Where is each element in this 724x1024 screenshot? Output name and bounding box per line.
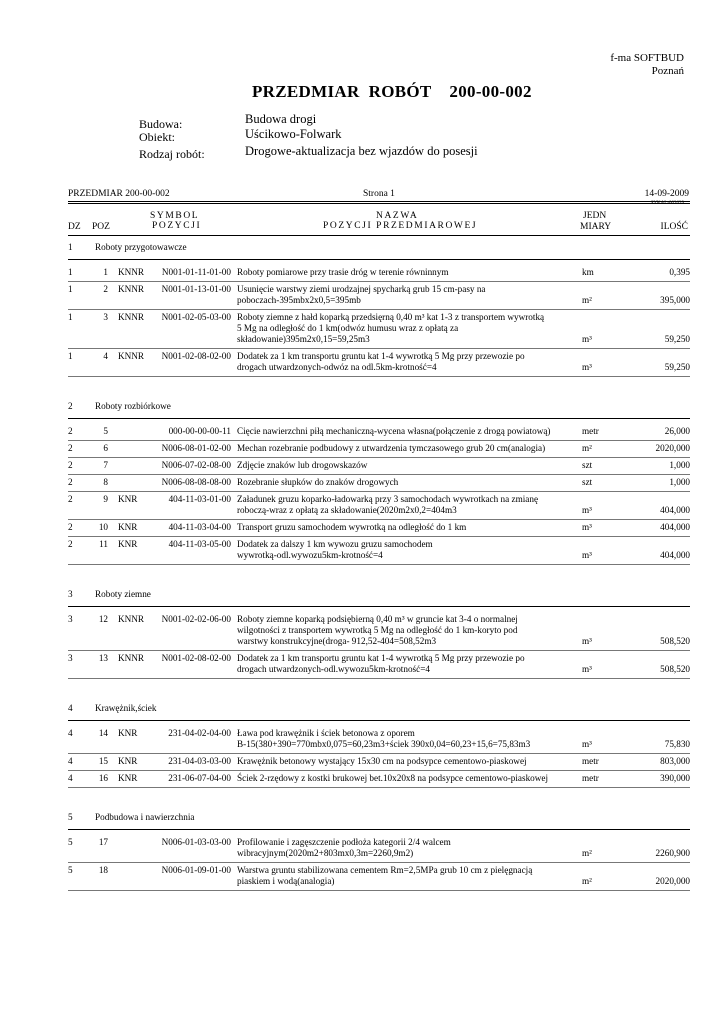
row-quantity: 75,830 (664, 738, 690, 749)
row-nr: 11 (99, 538, 108, 549)
section-number: 2 (68, 401, 73, 411)
row-quantity: 1,000 (669, 476, 690, 487)
description-line: roboczą-wraz z opłatą za składowanie(2020m2x0,2=404m3 (237, 504, 457, 515)
row-symbol: 231-04-03-03-00 (168, 755, 231, 766)
row-catalog: KNR (118, 493, 138, 504)
company-stamp (610, 52, 684, 78)
row-symbol: 404-11-03-01-00 (168, 493, 231, 504)
row-dz: 2 (68, 521, 73, 532)
row-symbol: 231-04-02-04-00 (168, 727, 231, 738)
row-symbol: N001-02-05-03-00 (161, 311, 231, 322)
row-nr: 15 (98, 755, 108, 766)
description-line: wibracyjnym(2020m2+803mx0,3m=2260,9m2) (237, 847, 414, 858)
row-spacer (108, 309, 118, 348)
row-catalog (118, 474, 152, 491)
row-catalog: KNNR (118, 652, 145, 663)
row-unit: m³ (582, 738, 592, 749)
row-catalog: KNNR (118, 311, 145, 322)
section-number: 1 (68, 242, 73, 252)
row-dz: 2 (68, 459, 73, 470)
row-nr: 3 (103, 311, 108, 322)
section-gap (68, 564, 690, 585)
row-quantity: 508,520 (660, 663, 690, 674)
row-symbol: 404-11-03-04-00 (168, 521, 231, 532)
row-spacer (108, 753, 118, 770)
row-unit: m³ (582, 361, 592, 372)
row-quantity: 404,000 (660, 504, 690, 515)
company-name: f-ma SOFTBUD (610, 52, 684, 64)
row-spacer (108, 770, 118, 787)
row-nr: 14 (98, 727, 108, 738)
description-line: drogach utwardzonych-odwóz na odl.5km-krotność=4 (237, 361, 437, 372)
row-quantity: 2020,000 (655, 875, 690, 886)
row-quantity: 2260,900 (655, 847, 690, 858)
page-number: Strona 1 (363, 189, 395, 199)
row-quantity: 803,000 (660, 755, 690, 766)
row-spacer (108, 650, 118, 678)
row-spacer (108, 457, 118, 474)
col-symbol-1: SYMBOL (150, 211, 200, 221)
row-description (237, 265, 580, 282)
description-line: Roboty ziemne z hałd koparką przedsięrną 0,40 m³ kat 1-3 z transportem wywrotką (237, 311, 545, 322)
row-nr: 18 (98, 864, 108, 875)
row-unit: m² (582, 847, 592, 858)
row-dz: 1 (68, 311, 73, 322)
description-line: warstwy konstrukcyjne(droga- 912,52-404=508,52m3 (237, 635, 437, 646)
spacer (68, 564, 690, 585)
description-line: Usunięcie warstwy ziemi urodzajnej spycharką grub 15 cm-pasy na (237, 283, 486, 294)
row-catalog: KNNR (118, 266, 145, 277)
description-line: Mechan rozebranie podbudowy z utwardzenia tymczasowego grub 20 cm(analogia) (237, 442, 546, 453)
row-symbol: 000-00-00-00-11 (168, 425, 231, 436)
company-city: Poznań (651, 65, 684, 77)
row-catalog: KNR (118, 521, 138, 532)
description-line: Rozebranie słupków do znaków drogowych (237, 476, 399, 487)
table-row (68, 309, 690, 348)
description-line: piaskiem i wodą(analogia) (237, 875, 335, 886)
row-nr: 2 (103, 283, 108, 294)
description-line: Dodatek za 1 km transportu gruntu kat 1-4 wywrotką 5 Mg przy przewozie po (237, 652, 525, 663)
description-line: Załadunek gruzu koparko-ładowarką przy 3 samochodach wywrotkach na zmianę (237, 493, 539, 504)
row-catalog: KNR (118, 755, 138, 766)
row-description (237, 491, 580, 519)
row-nr: 17 (98, 836, 108, 847)
description-line: Cięcie nawierzchni piłą mechaniczną-wycena własna(połączenie z drogą powiatową) (237, 425, 551, 436)
col-ilosc: ILOŚĆ (660, 222, 688, 232)
description-line: Warstwa gruntu stabilizowana cementem Rm=2,5MPa grub 10 cm z pielęgnacją (237, 864, 533, 875)
row-nr: 1 (103, 266, 108, 277)
table-row (68, 612, 690, 651)
row-unit: metr (582, 425, 599, 436)
row-spacer (108, 835, 118, 863)
section-gap (68, 787, 690, 808)
section-name: Roboty rozbiórkowe (95, 401, 171, 411)
row-nr: 7 (103, 459, 108, 470)
row-description (237, 440, 580, 457)
description-line: wilgotności z transportem wywrotką 5 Mg na odległość do 1 km-koryto pod (237, 624, 518, 635)
col-symbol-2: POZYCJI (152, 221, 202, 231)
section-gap (68, 678, 690, 699)
row-dz: 4 (68, 727, 73, 738)
row-quantity: 1,000 (669, 459, 690, 470)
row-symbol: 231-06-07-04-00 (168, 772, 231, 783)
description-line: drogach utwardzonych-odl.wywozu5km-krotność=4 (237, 663, 430, 674)
spacer (68, 376, 690, 397)
row-unit: m³ (582, 663, 592, 674)
row-spacer (108, 536, 118, 564)
rodzaj-value: Drogowe-aktualizacja bez wjazdów do posesji (245, 144, 478, 158)
row-catalog: KNNR (118, 283, 145, 294)
obiekt-label: Obiekt: (139, 130, 175, 144)
row-nr: 16 (98, 772, 108, 783)
row-catalog: KNR (118, 538, 138, 549)
section-header (68, 699, 690, 721)
row-nr: 6 (103, 442, 108, 453)
col-jedn-2: MIARY (580, 222, 612, 232)
row-description (237, 650, 580, 678)
row-unit: szt (582, 476, 593, 487)
description-line: Ściek 2-rzędowy z kostki brukowej bet.10x20x8 na podsypce cementowo-piaskowej (237, 772, 549, 783)
row-description (237, 753, 580, 770)
col-nazwa-1: NAZWA (376, 211, 419, 221)
budowa-value: Budowa drogi (245, 112, 317, 126)
row-quantity: 390,000 (660, 772, 690, 783)
row-description (237, 309, 580, 348)
row-quantity: 26,000 (664, 425, 690, 436)
row-dz: 2 (68, 425, 73, 436)
row-nr: 5 (103, 425, 108, 436)
description-line: Ława pod krawężnik i ściek betonowa z oporem (237, 727, 415, 738)
row-quantity: 59,250 (664, 361, 690, 372)
table-row (68, 753, 690, 770)
row-quantity: 2020,000 (655, 442, 690, 453)
row-description (237, 612, 580, 651)
row-quantity: 404,000 (660, 549, 690, 560)
columns-rule (68, 235, 690, 236)
row-symbol: N006-08-08-08-00 (161, 476, 231, 487)
row-dz: 5 (68, 836, 73, 847)
description-line: Profilowanie i zagęszczenie podłoża kategorii 2/4 walcem (237, 836, 451, 847)
table-row (68, 835, 690, 863)
row-spacer (108, 491, 118, 519)
row-nr: 13 (98, 652, 108, 663)
row-unit: m² (582, 875, 592, 886)
row-description (237, 281, 580, 309)
table-row (68, 650, 690, 678)
table-row (68, 348, 690, 376)
description-line: Dodatek za 1 km transportu gruntu kat 1-4 wywrotką 5 Mg przy przewozie po (237, 350, 525, 361)
table-row (68, 457, 690, 474)
row-unit: m³ (582, 549, 592, 560)
table-row (68, 265, 690, 282)
description-line: Transport gruzu samochodem wywrotką na odległość do 1 km (237, 521, 467, 532)
obiekt-value: Uścikowo-Folwark (245, 127, 342, 141)
table-row (68, 862, 690, 890)
row-quantity: 508,520 (660, 635, 690, 646)
description-line: Roboty ziemne koparką podsiębierną 0,40 m³ w gruncie kat 3-4 o normalnej (237, 613, 518, 624)
description-line: wywrotką-odl.wywozu5km-krotność=4 (237, 549, 383, 560)
row-unit: szt (582, 459, 593, 470)
table-row (68, 424, 690, 441)
row-nr: 4 (103, 350, 108, 361)
row-description (237, 519, 580, 536)
table-row (68, 770, 690, 787)
row-symbol: N001-01-11-01-00 (161, 266, 231, 277)
budowa-label: Budowa: (139, 117, 183, 131)
row-spacer (108, 726, 118, 754)
row-symbol: N001-02-02-06-00 (161, 613, 231, 624)
rodzaj-label: Rodzaj robót: (139, 147, 205, 161)
row-symbol: N001-02-08-02-00 (161, 652, 231, 663)
description-line: Dodatek za dalszy 1 km wywozu gruzu samochodem (237, 538, 433, 549)
row-dz: 2 (68, 476, 73, 487)
spacer (68, 678, 690, 699)
row-unit: m² (582, 294, 592, 305)
row-spacer (108, 424, 118, 441)
row-nr: 9 (103, 493, 108, 504)
row-spacer (108, 519, 118, 536)
row-quantity: 404,000 (660, 521, 690, 532)
row-symbol: 404-11-03-05-00 (168, 538, 231, 549)
section-header (68, 238, 690, 260)
col-nazwa-2: POZYCJI PRZEDMIAROWEJ (323, 221, 478, 231)
row-symbol: N006-07-02-08-00 (161, 459, 231, 470)
row-spacer (108, 474, 118, 491)
row-catalog (118, 424, 152, 441)
row-unit: m² (582, 442, 592, 453)
row-spacer (108, 440, 118, 457)
section-header (68, 585, 690, 607)
description-line: Roboty pomiarowe przy trasie dróg w terenie równinnym (237, 266, 449, 277)
section-number: 4 (68, 703, 73, 713)
row-symbol: N006-01-09-01-00 (161, 864, 231, 875)
col-poz: POZ (92, 222, 110, 232)
table-row (68, 474, 690, 491)
row-spacer (108, 265, 118, 282)
row-catalog: KNR (118, 772, 138, 783)
section-number: 3 (68, 589, 73, 599)
description-line: B-15(380+390=770mbx0,075=60,23m3+ściek 390x0,04=60,23+15,6=75,83m3 (237, 738, 531, 749)
table-row (68, 281, 690, 309)
row-dz: 2 (68, 493, 73, 504)
table-row (68, 536, 690, 564)
row-unit: m³ (582, 635, 592, 646)
section-header (68, 397, 690, 419)
row-unit: metr (582, 772, 599, 783)
row-quantity: 0,395 (669, 266, 690, 277)
row-nr: 8 (103, 476, 108, 487)
row-symbol: N001-02-08-02-00 (161, 350, 231, 361)
row-description (237, 536, 580, 564)
row-dz: 5 (68, 864, 73, 875)
row-catalog (118, 440, 152, 457)
table-row (68, 491, 690, 519)
document-title: PRZEDMIAR ROBÓT 200-00-002 (252, 82, 532, 101)
row-catalog (118, 457, 152, 474)
row-dz: 2 (68, 442, 73, 453)
section-gap (68, 376, 690, 397)
page-date: 14-09-2009 (644, 189, 689, 199)
row-unit: m³ (582, 504, 592, 515)
row-dz: 3 (68, 652, 73, 663)
row-unit: metr (582, 755, 599, 766)
row-symbol: N001-01-13-01-00 (161, 283, 231, 294)
table-row (68, 440, 690, 457)
table-row (68, 519, 690, 536)
row-catalog: KNNR (118, 613, 145, 624)
row-description (237, 770, 580, 787)
description-line: składowanie)395m2x0,15=59,25m3 (237, 333, 370, 344)
section-header (68, 808, 690, 830)
row-description (237, 348, 580, 376)
row-description (237, 424, 580, 441)
row-unit: m³ (582, 521, 592, 532)
row-description (237, 862, 580, 890)
section-name: Krawężnik,ściek (95, 703, 157, 713)
section-name: Roboty przygotowawcze (95, 242, 187, 252)
section-number: 5 (68, 812, 73, 822)
description-line: poboczach-395mbx2x0,5=395mb (237, 294, 361, 305)
section-name: Podbudowa i nawierzchnia (95, 812, 195, 822)
description-line: Zdjęcie znaków lub drogowskazów (237, 459, 368, 470)
header-double-rule (68, 201, 690, 204)
row-catalog (118, 862, 152, 890)
row-dz: 1 (68, 266, 73, 277)
row-spacer (108, 612, 118, 651)
items-table (68, 238, 690, 891)
spacer (68, 787, 690, 808)
row-spacer (108, 348, 118, 376)
page-header-doc: PRZEDMIAR 200-00-002 (68, 189, 170, 199)
row-dz: 2 (68, 538, 73, 549)
row-quantity: 59,250 (664, 333, 690, 344)
row-description (237, 457, 580, 474)
row-description (237, 726, 580, 754)
row-dz: 1 (68, 283, 73, 294)
row-nr: 12 (98, 613, 108, 624)
row-dz: 3 (68, 613, 73, 624)
row-description (237, 835, 580, 863)
row-catalog: KNNR (118, 350, 145, 361)
row-dz: 4 (68, 772, 73, 783)
description-line: 5 Mg na odległość do 1 km(odwóz humusu wraz z opłatą za (237, 322, 459, 333)
row-spacer (108, 862, 118, 890)
col-dz: DZ (68, 222, 81, 232)
row-unit: km (582, 266, 594, 277)
row-unit: m³ (582, 333, 592, 344)
row-nr: 10 (98, 521, 108, 532)
row-symbol: N006-08-01-02-00 (161, 442, 231, 453)
row-symbol: N006-01-03-03-00 (161, 836, 231, 847)
sykal-code: SYKAL-002639 (650, 201, 684, 206)
table-row (68, 726, 690, 754)
row-quantity: 395,000 (660, 294, 690, 305)
row-catalog: KNR (118, 727, 138, 738)
row-spacer (108, 281, 118, 309)
description-line: Krawężnik betonowy wystający 15x30 cm na podsypce cementowo-piaskowej (237, 755, 527, 766)
col-jedn-1: JEDN (583, 211, 607, 221)
row-dz: 1 (68, 350, 73, 361)
section-name: Roboty ziemne (95, 589, 151, 599)
row-catalog (118, 835, 152, 863)
row-description (237, 474, 580, 491)
row-dz: 4 (68, 755, 73, 766)
